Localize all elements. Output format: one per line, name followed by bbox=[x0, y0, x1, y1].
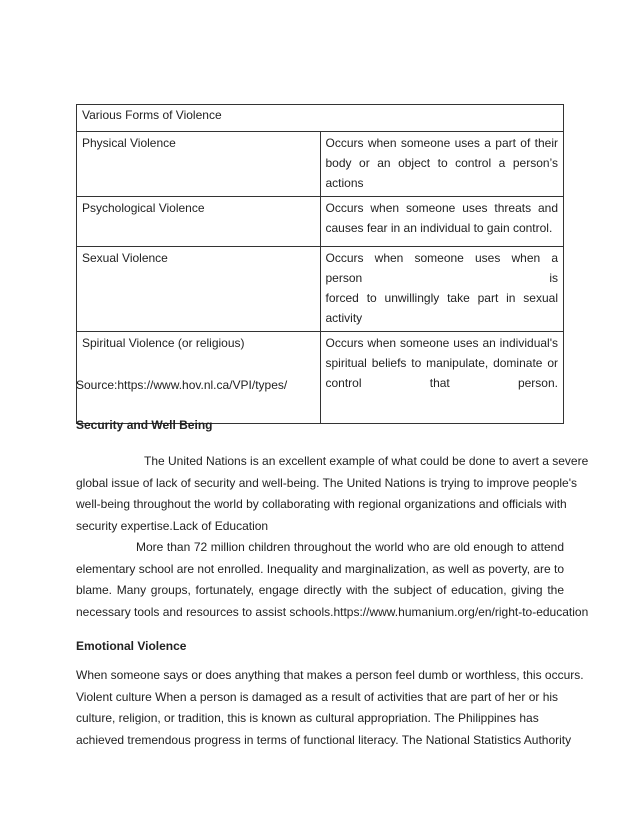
paragraph-line: achieved tremendous progress in terms of functional literacy. The National Statistics Authority bbox=[76, 732, 572, 747]
description bbox=[321, 132, 564, 196]
paragraph-emotional bbox=[76, 665, 584, 751]
paragraph-line: elementary school are not enrolled. Inequality and marginalization, as well as poverty, are to bbox=[76, 561, 565, 576]
paragraph-line: well-being throughout the world by collaborating with regional organizations and officials with bbox=[76, 497, 567, 511]
violence-forms-table bbox=[76, 104, 564, 424]
paragraph-line: necessary tools and resources to assist schools.https://www.humanium.org/en/right-to-education bbox=[76, 604, 589, 619]
description-cell bbox=[320, 197, 564, 247]
paragraph-line: When someone says or does anything that makes a person feel dumb or worthless, this occurs. bbox=[76, 668, 584, 682]
form-name: Spiritual Violence (or religious) bbox=[82, 336, 245, 350]
description-line bbox=[326, 373, 559, 393]
table-header-row bbox=[77, 105, 564, 132]
paragraph-line: More than 72 million children throughout the world who are old enough to attend bbox=[136, 540, 564, 554]
description-line: Occurs when someone uses an individual's bbox=[325, 336, 558, 350]
section-heading-emotional: Emotional Violence bbox=[76, 639, 187, 653]
description bbox=[321, 197, 564, 241]
description-line: Occurs when someone uses a part of their bbox=[325, 136, 558, 150]
description bbox=[321, 332, 564, 396]
form-cell bbox=[77, 132, 321, 197]
form-name: Sexual Violence bbox=[82, 251, 168, 265]
table-row bbox=[77, 197, 564, 247]
description bbox=[321, 247, 564, 331]
paragraph-security bbox=[76, 451, 589, 537]
description-line: spiritual beliefs to manipulate, dominate or bbox=[325, 356, 558, 370]
description-line: Occurs when someone uses when a person is bbox=[325, 251, 558, 285]
table-row bbox=[77, 132, 564, 197]
description-word: control bbox=[325, 376, 362, 390]
paragraph-line: global issue of lack of security and well-being. The United Nations is trying to improve people's bbox=[76, 475, 577, 490]
paragraph-line: Violent culture When a person is damaged as a result of activities that are part of her or his bbox=[76, 689, 559, 704]
table-header-text: Various Forms of Violence bbox=[82, 108, 222, 122]
paragraph-line: The United Nations is an excellent example of what could be done to avert a severe bbox=[144, 454, 589, 468]
form-name: Physical Violence bbox=[82, 136, 176, 150]
description-line: causes fear in an individual to gain control. bbox=[325, 221, 553, 235]
form-name: Psychological Violence bbox=[82, 201, 205, 215]
description-line: body or an object to control a person’s actions bbox=[325, 156, 558, 190]
paragraph-line: security expertise.Lack of Education bbox=[76, 518, 269, 533]
description-line: forced to unwillingly take part in sexual activity bbox=[325, 291, 558, 325]
description-word: person. bbox=[517, 376, 558, 390]
form-cell bbox=[77, 197, 321, 247]
paragraph-line: blame. Many groups, fortunately, engage directly with the subject of education, giving the bbox=[76, 583, 564, 597]
description-line: Occurs when someone uses threats and bbox=[325, 201, 558, 215]
paragraph-line: culture, religion, or tradition, this is known as cultural appropriation. The Philippines has bbox=[76, 711, 539, 725]
section-heading-security: Security and Well Being bbox=[76, 418, 213, 432]
description-word: that bbox=[429, 376, 450, 390]
description-cell bbox=[320, 132, 564, 197]
table-source-citation: Source:https://www.hov.nl.ca/VPI/types/ bbox=[76, 378, 288, 392]
description-cell bbox=[320, 247, 564, 332]
table-header-cell bbox=[77, 105, 564, 132]
table-row bbox=[77, 247, 564, 332]
description-cell bbox=[320, 332, 564, 424]
paragraph-education bbox=[76, 537, 589, 623]
form-cell bbox=[77, 247, 321, 332]
